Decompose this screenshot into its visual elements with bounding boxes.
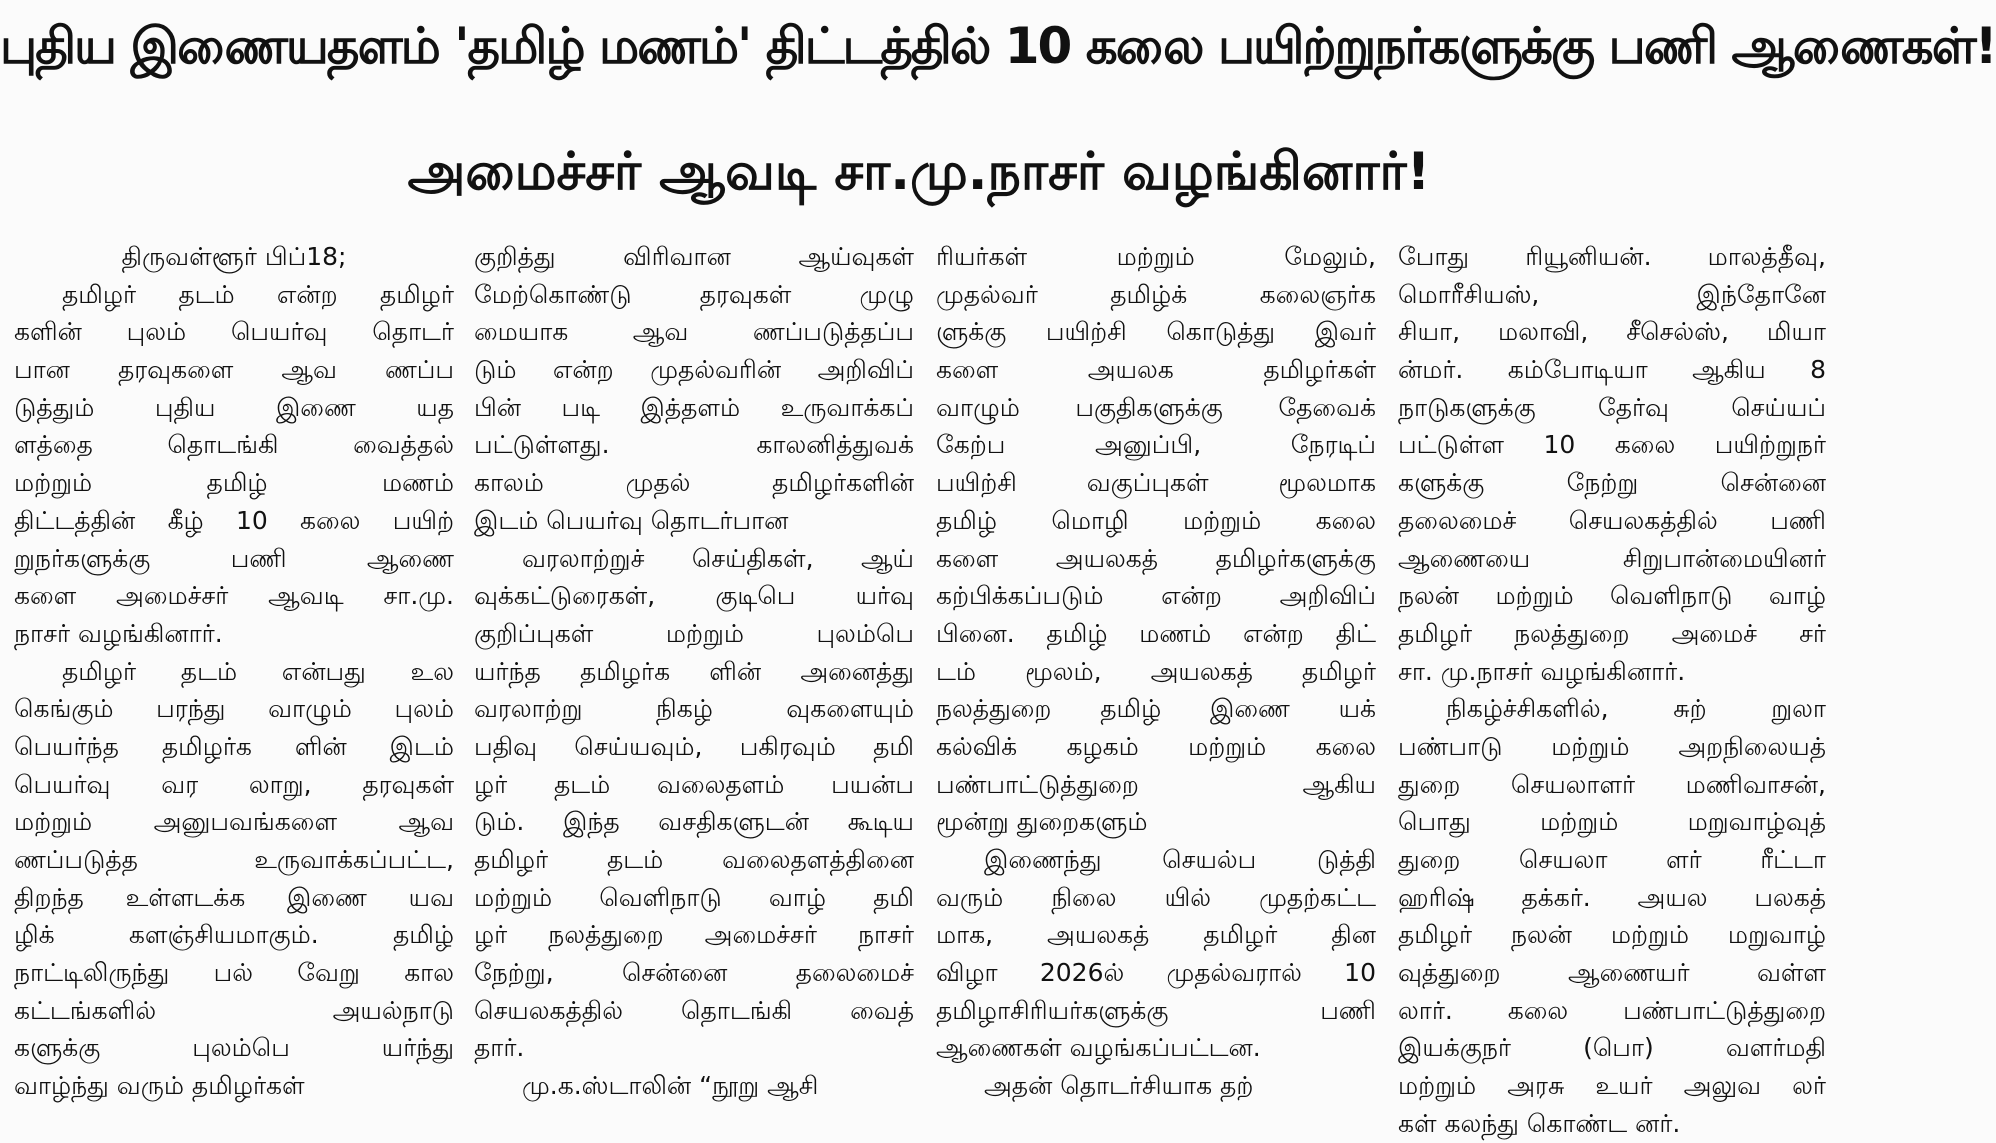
article-line: களுக்கு நேற்று சென்னை: [1398, 468, 1826, 498]
article-line: மற்றும் அனுபவங்களை ஆவ: [14, 807, 454, 837]
article-line: திருவள்ளூர் பிப்18;: [121, 242, 347, 271]
article-line: ரியர்கள் மற்றும் மேலும்,: [936, 242, 1376, 271]
article-line: விழா 2026ல் முதல்வரால் 10: [936, 958, 1376, 988]
article-line: வுக்கட்டுரைகள், குடிபெ யர்வு: [474, 581, 914, 611]
article-line: நேற்று, சென்னை தலைமைச்: [474, 958, 914, 988]
article-line: மு.க.ஸ்டாலின் “நூறு ஆசி: [522, 1071, 819, 1101]
article-line: முதல்வர் தமிழ்க் கலைஞர்க: [936, 279, 1376, 309]
article-line: டும். இந்த வசதிகளுடன் கூடிய: [474, 807, 914, 837]
article-line: ஹரிஷ் தக்கர். அயல பலகத்: [1398, 882, 1826, 912]
article-line: டும் என்ற முதல்வரின் அறிவிப்: [474, 355, 914, 385]
article-line: நலன் மற்றும் வெளிநாடு வாழ்: [1398, 581, 1826, 611]
article-line: றுநர்களுக்கு பணி ஆணை: [14, 543, 454, 573]
article-line: மையாக ஆவ ணப்படுத்தப்ப: [474, 317, 914, 347]
article-line: தார்.: [474, 1033, 525, 1063]
article-line: பண்பாடு மற்றும் அறநிலையத்: [1398, 731, 1826, 761]
article-line: பான தரவுகளை ஆவ ணப்ப: [14, 355, 454, 385]
article-line: கல்விக் கழகம் மற்றும் கலை: [936, 731, 1376, 761]
article-line: இணைந்து செயல்ப டுத்தி: [984, 845, 1376, 874]
article-line: துறை செயலாளர் மணிவாசன்,: [1398, 769, 1826, 799]
article-line: நாசர் வழங்கினார்.: [14, 618, 223, 648]
article-line: ஆணைகள் வழங்கப்பட்டன.: [936, 1033, 1261, 1063]
article-line: யர்ந்த தமிழர்க ளின் அனைத்து: [474, 656, 914, 686]
article-line: நிகழ்ச்சிகளில், சுற் றுலா: [1446, 694, 1826, 724]
article-line: தமிழர் தடம் வலைதளத்தினை: [474, 845, 914, 874]
article-line: வரலாற்று நிகழ் வுகளையும்: [474, 694, 914, 724]
article-line: பெயர்வு வர லாறு, தரவுகள்: [14, 769, 454, 799]
article-line: களை அயலக தமிழர்கள்: [936, 355, 1376, 385]
article-line: பின் படி இத்தளம் உருவாக்கப்: [474, 392, 914, 422]
article-line: பொது மற்றும் மறுவாழ்வுத்: [1398, 807, 1826, 837]
article-line: பெயர்ந்த தமிழர்க ளின் இடம்: [14, 731, 454, 761]
article-line: தமிழர் நலன் மற்றும் மறுவாழ்: [1398, 920, 1826, 950]
article-line: வாழும் பகுதிகளுக்கு தேவைக்: [936, 392, 1376, 422]
article-line: ணப்படுத்த உருவாக்கப்பட்ட,: [14, 845, 454, 874]
article-column-3: [936, 238, 1376, 1101]
article-line: காலம் முதல் தமிழர்களின்: [474, 468, 914, 498]
article-line: குறித்து விரிவான ஆய்வுகள்: [474, 242, 914, 271]
article-line: தமிழ் மொழி மற்றும் கலை: [936, 505, 1376, 535]
article-line: துறை செயலா ளர் ரீட்டா: [1398, 845, 1826, 874]
article-line: கற்பிக்கப்படும் என்ற அறிவிப்: [936, 581, 1376, 611]
article-line: பதிவு செய்யவும், பகிரவும் தமி: [474, 731, 914, 761]
article-line: கெங்கும் பரந்து வாழும் புலம்: [14, 694, 454, 724]
article-line: ன்மர். கம்போடியா ஆகிய 8: [1398, 355, 1826, 385]
article-line: போது ரியூனியன். மாலத்தீவு,: [1398, 242, 1826, 271]
subheadline: அமைச்சர் ஆவடி சா.மு.நாசர் வழங்கினார்!: [407, 142, 1431, 202]
article-line: வரலாற்றுச் செய்திகள், ஆய்: [522, 543, 914, 573]
article-line: நாடுகளுக்கு தேர்வு செய்யப்: [1398, 392, 1826, 422]
article-line: டுத்தும் புதிய இணை யத: [14, 392, 454, 422]
article-line: களுக்கு புலம்பெ யர்ந்து: [14, 1033, 454, 1063]
article-line: தமிழர் தடம் என்ற தமிழர்: [62, 279, 454, 309]
article-line: இயக்குநர் (பொ) வளர்மதி: [1398, 1033, 1826, 1063]
article-line: களை அயலகத் தமிழர்களுக்கு: [936, 543, 1376, 573]
article-line: சியா, மலாவி, சீசெல்ஸ், மியா: [1398, 317, 1826, 347]
article-line: ளுக்கு பயிற்சி கொடுத்து இவர்: [936, 317, 1376, 347]
article-line: பட்டுள்ளது. காலனித்துவக்: [474, 430, 914, 460]
article-line: பயிற்சி வகுப்புகள் மூலமாக: [936, 468, 1376, 498]
article-line: ழிக் களஞ்சியமாகும். தமிழ்: [14, 920, 454, 950]
article-line: களின் புலம் பெயர்வு தொடர்: [14, 317, 454, 347]
headline: புதிய இணையதளம் 'தமிழ் மணம்' திட்டத்தில் 10 கலை பயிற்றுநர்களுக்கு பணி ஆணைகள்!: [0, 17, 1996, 75]
article-line: செயலகத்தில் தொடங்கி வைத்: [474, 995, 914, 1025]
article-line: வாழ்ந்து வரும் தமிழர்கள்: [14, 1071, 305, 1101]
article-line: மேற்கொண்டு தரவுகள் முழு: [474, 279, 914, 309]
article-line: கள் கலந்து கொண்ட னர்.: [1398, 1108, 1681, 1138]
article-line: திறந்த உள்ளடக்க இணை யவ: [14, 882, 454, 912]
article-line: தமிழர் நலத்துறை அமைச் சர்: [1398, 618, 1826, 648]
article-column-4: [1398, 238, 1826, 1138]
article-column-2: [474, 238, 914, 1101]
article-line: இடம் பெயர்வு தொடர்பான: [474, 505, 789, 535]
article-line: அதன் தொடர்சியாக தற்: [984, 1071, 1254, 1101]
article-line: ஆணையை சிறுபான்மையினர்: [1398, 543, 1826, 573]
article-line: லார். கலை பண்பாட்டுத்துறை: [1398, 995, 1826, 1025]
article-line: பண்பாட்டுத்துறை ஆகிய: [936, 769, 1376, 799]
article-line: மாக, அயலகத் தமிழர் தின: [936, 920, 1376, 950]
article-line: ழர் நலத்துறை அமைச்சர் நாசர்: [474, 920, 914, 950]
article-line: களை அமைச்சர் ஆவடி சா.மு.: [14, 581, 454, 611]
article-line: தமிழாசிரியர்களுக்கு பணி: [936, 995, 1376, 1025]
article-line: தமிழர் தடம் என்பது உல: [62, 656, 454, 686]
article-line: நலத்துறை தமிழ் இணை யக்: [936, 694, 1376, 724]
article-line: நாட்டிலிருந்து பல் வேறு கால: [14, 958, 454, 988]
article-line: மற்றும் தமிழ் மணம்: [14, 468, 454, 498]
article-column-1: [14, 238, 454, 1101]
article-line: மற்றும் வெளிநாடு வாழ் தமி: [474, 882, 914, 912]
article-line: டம் மூலம், அயலகத் தமிழர்: [936, 656, 1376, 686]
article-line: குறிப்புகள் மற்றும் புலம்பெ: [474, 618, 914, 648]
article-line: பினை. தமிழ் மணம் என்ற திட்: [936, 618, 1376, 648]
article-line: கட்டங்களில் அயல்நாடு: [14, 995, 454, 1025]
article-line: கேற்ப அனுப்பி, நேரடிப்: [936, 430, 1376, 460]
article-line: மொரீசியஸ், இந்தோனே: [1398, 279, 1826, 309]
article-line: வரும் நிலை யில் முதற்கட்ட: [936, 882, 1376, 912]
article-line: தலைமைச் செயலகத்தில் பணி: [1398, 505, 1826, 535]
article-line: சா. மு.நாசர் வழங்கினார்.: [1398, 656, 1686, 686]
article-line: ழர் தடம் வலைதளம் பயன்ப: [474, 769, 914, 799]
article-line: மற்றும் அரசு உயர் அலுவ லர்: [1398, 1071, 1826, 1101]
article-line: மூன்று துறைகளும்: [936, 807, 1148, 837]
article-line: வுத்துறை ஆணையர் வள்ள: [1398, 958, 1826, 988]
article-line: பட்டுள்ள 10 கலை பயிற்றுநர்: [1398, 430, 1826, 460]
article-line: ளத்தை தொடங்கி வைத்தல்: [14, 430, 454, 460]
article-line: திட்டத்தின் கீழ் 10 கலை பயிற்: [14, 505, 454, 535]
